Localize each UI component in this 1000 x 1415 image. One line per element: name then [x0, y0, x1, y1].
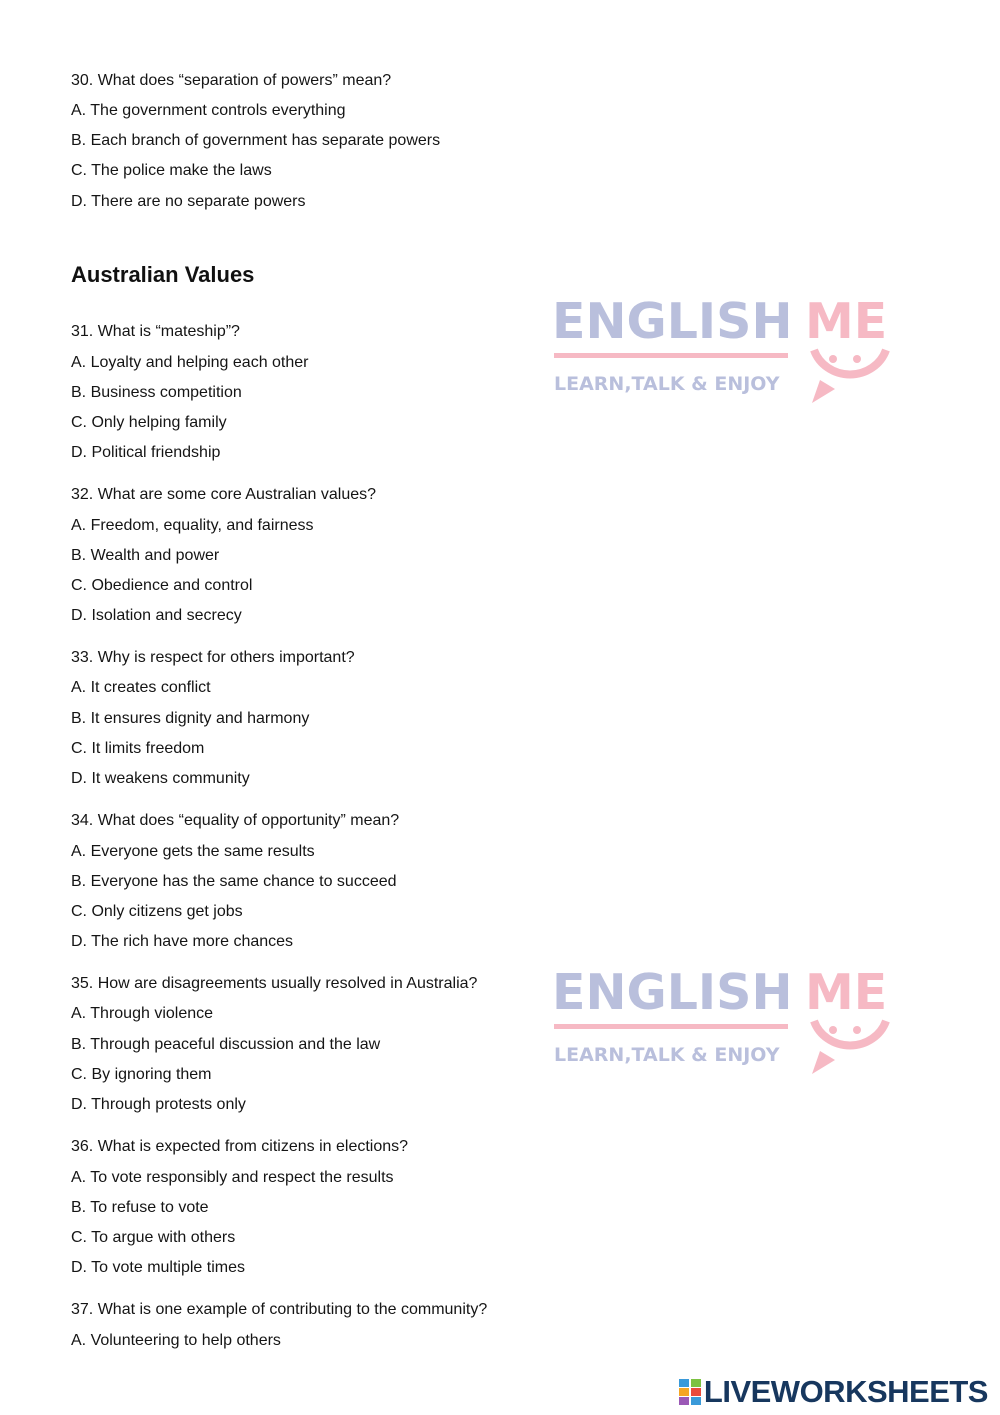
question-33-option-a: A. It creates conflict [71, 679, 211, 696]
watermark-word-english: ENGLISH [552, 293, 793, 350]
question-31-option-b: B. Business competition [71, 384, 242, 401]
question-33-option-d: D. It weakens community [71, 770, 250, 787]
english-me-watermark [550, 961, 895, 1076]
question-34-option-b: B. Everyone has the same chance to succeed [71, 873, 397, 890]
question-36-option-d: D. To vote multiple times [71, 1259, 245, 1276]
question-31-option-d: D. Political friendship [71, 444, 221, 461]
liveworksheets-wordmark: LIVEWORKSHEETS [703, 1374, 988, 1409]
question-36-text: 36. What is expected from citizens in elections? [71, 1138, 409, 1155]
question-32-option-a: A. Freedom, equality, and fairness [71, 517, 314, 534]
question-30-option-d: D. There are no separate powers [71, 193, 306, 210]
question-32-text: 32. What are some core Australian values? [71, 486, 377, 503]
question-31-text: 31. What is “mateship”? [71, 323, 240, 340]
watermark-tagline: LEARN,TALK & ENJOY [554, 373, 780, 395]
question-36-option-b: B. To refuse to vote [71, 1199, 209, 1216]
watermark-underline [554, 1024, 788, 1029]
question-37-text: 37. What is one example of contributing to the community? [71, 1301, 488, 1318]
question-30-option-a: A. The government controls everything [71, 102, 346, 119]
question-33-text: 33. Why is respect for others important? [71, 649, 355, 666]
english-me-watermark [550, 290, 895, 405]
watermark-tagline: LEARN,TALK & ENJOY [554, 1044, 780, 1066]
liveworksheets-blocks-icon [679, 1379, 701, 1405]
section-heading: Australian Values [71, 262, 255, 287]
question-35-option-a: A. Through violence [71, 1005, 214, 1022]
question-31-option-c: C. Only helping family [71, 414, 227, 431]
question-34-text: 34. What does “equality of opportunity” mean? [71, 812, 400, 829]
smiley-face-icon [812, 1021, 886, 1074]
liveworksheets-logo [679, 1375, 988, 1409]
question-35-option-c: C. By ignoring them [71, 1066, 212, 1083]
question-34-option-a: A. Everyone gets the same results [71, 843, 315, 860]
question-33-option-c: C. It limits freedom [71, 740, 205, 757]
question-33-option-b: B. It ensures dignity and harmony [71, 710, 310, 727]
watermark-word-english: ENGLISH [552, 964, 793, 1021]
question-35-option-b: B. Through peaceful discussion and the law [71, 1036, 381, 1053]
question-36-option-a: A. To vote responsibly and respect the results [71, 1169, 394, 1186]
question-30-text: 30. What does “separation of powers” mean? [71, 72, 392, 89]
smiley-face-icon [812, 350, 886, 403]
question-34-option-c: C. Only citizens get jobs [71, 903, 243, 920]
question-31-option-a: A. Loyalty and helping each other [71, 354, 309, 371]
question-36-option-c: C. To argue with others [71, 1229, 236, 1246]
question-37-option-a: A. Volunteering to help others [71, 1332, 281, 1349]
question-35-text: 35. How are disagreements usually resolved in Australia? [71, 975, 478, 992]
question-32-option-c: C. Obedience and control [71, 577, 253, 594]
watermark-underline [554, 353, 788, 358]
watermark-word-me: ME [805, 964, 888, 1021]
question-35-option-d: D. Through protests only [71, 1096, 246, 1113]
question-30-option-b: B. Each branch of government has separate powers [71, 132, 441, 149]
question-30-option-c: C. The police make the laws [71, 162, 272, 179]
question-32-option-d: D. Isolation and secrecy [71, 607, 242, 624]
question-32-option-b: B. Wealth and power [71, 547, 220, 564]
watermark-word-me: ME [805, 293, 888, 350]
question-34-option-d: D. The rich have more chances [71, 933, 294, 950]
